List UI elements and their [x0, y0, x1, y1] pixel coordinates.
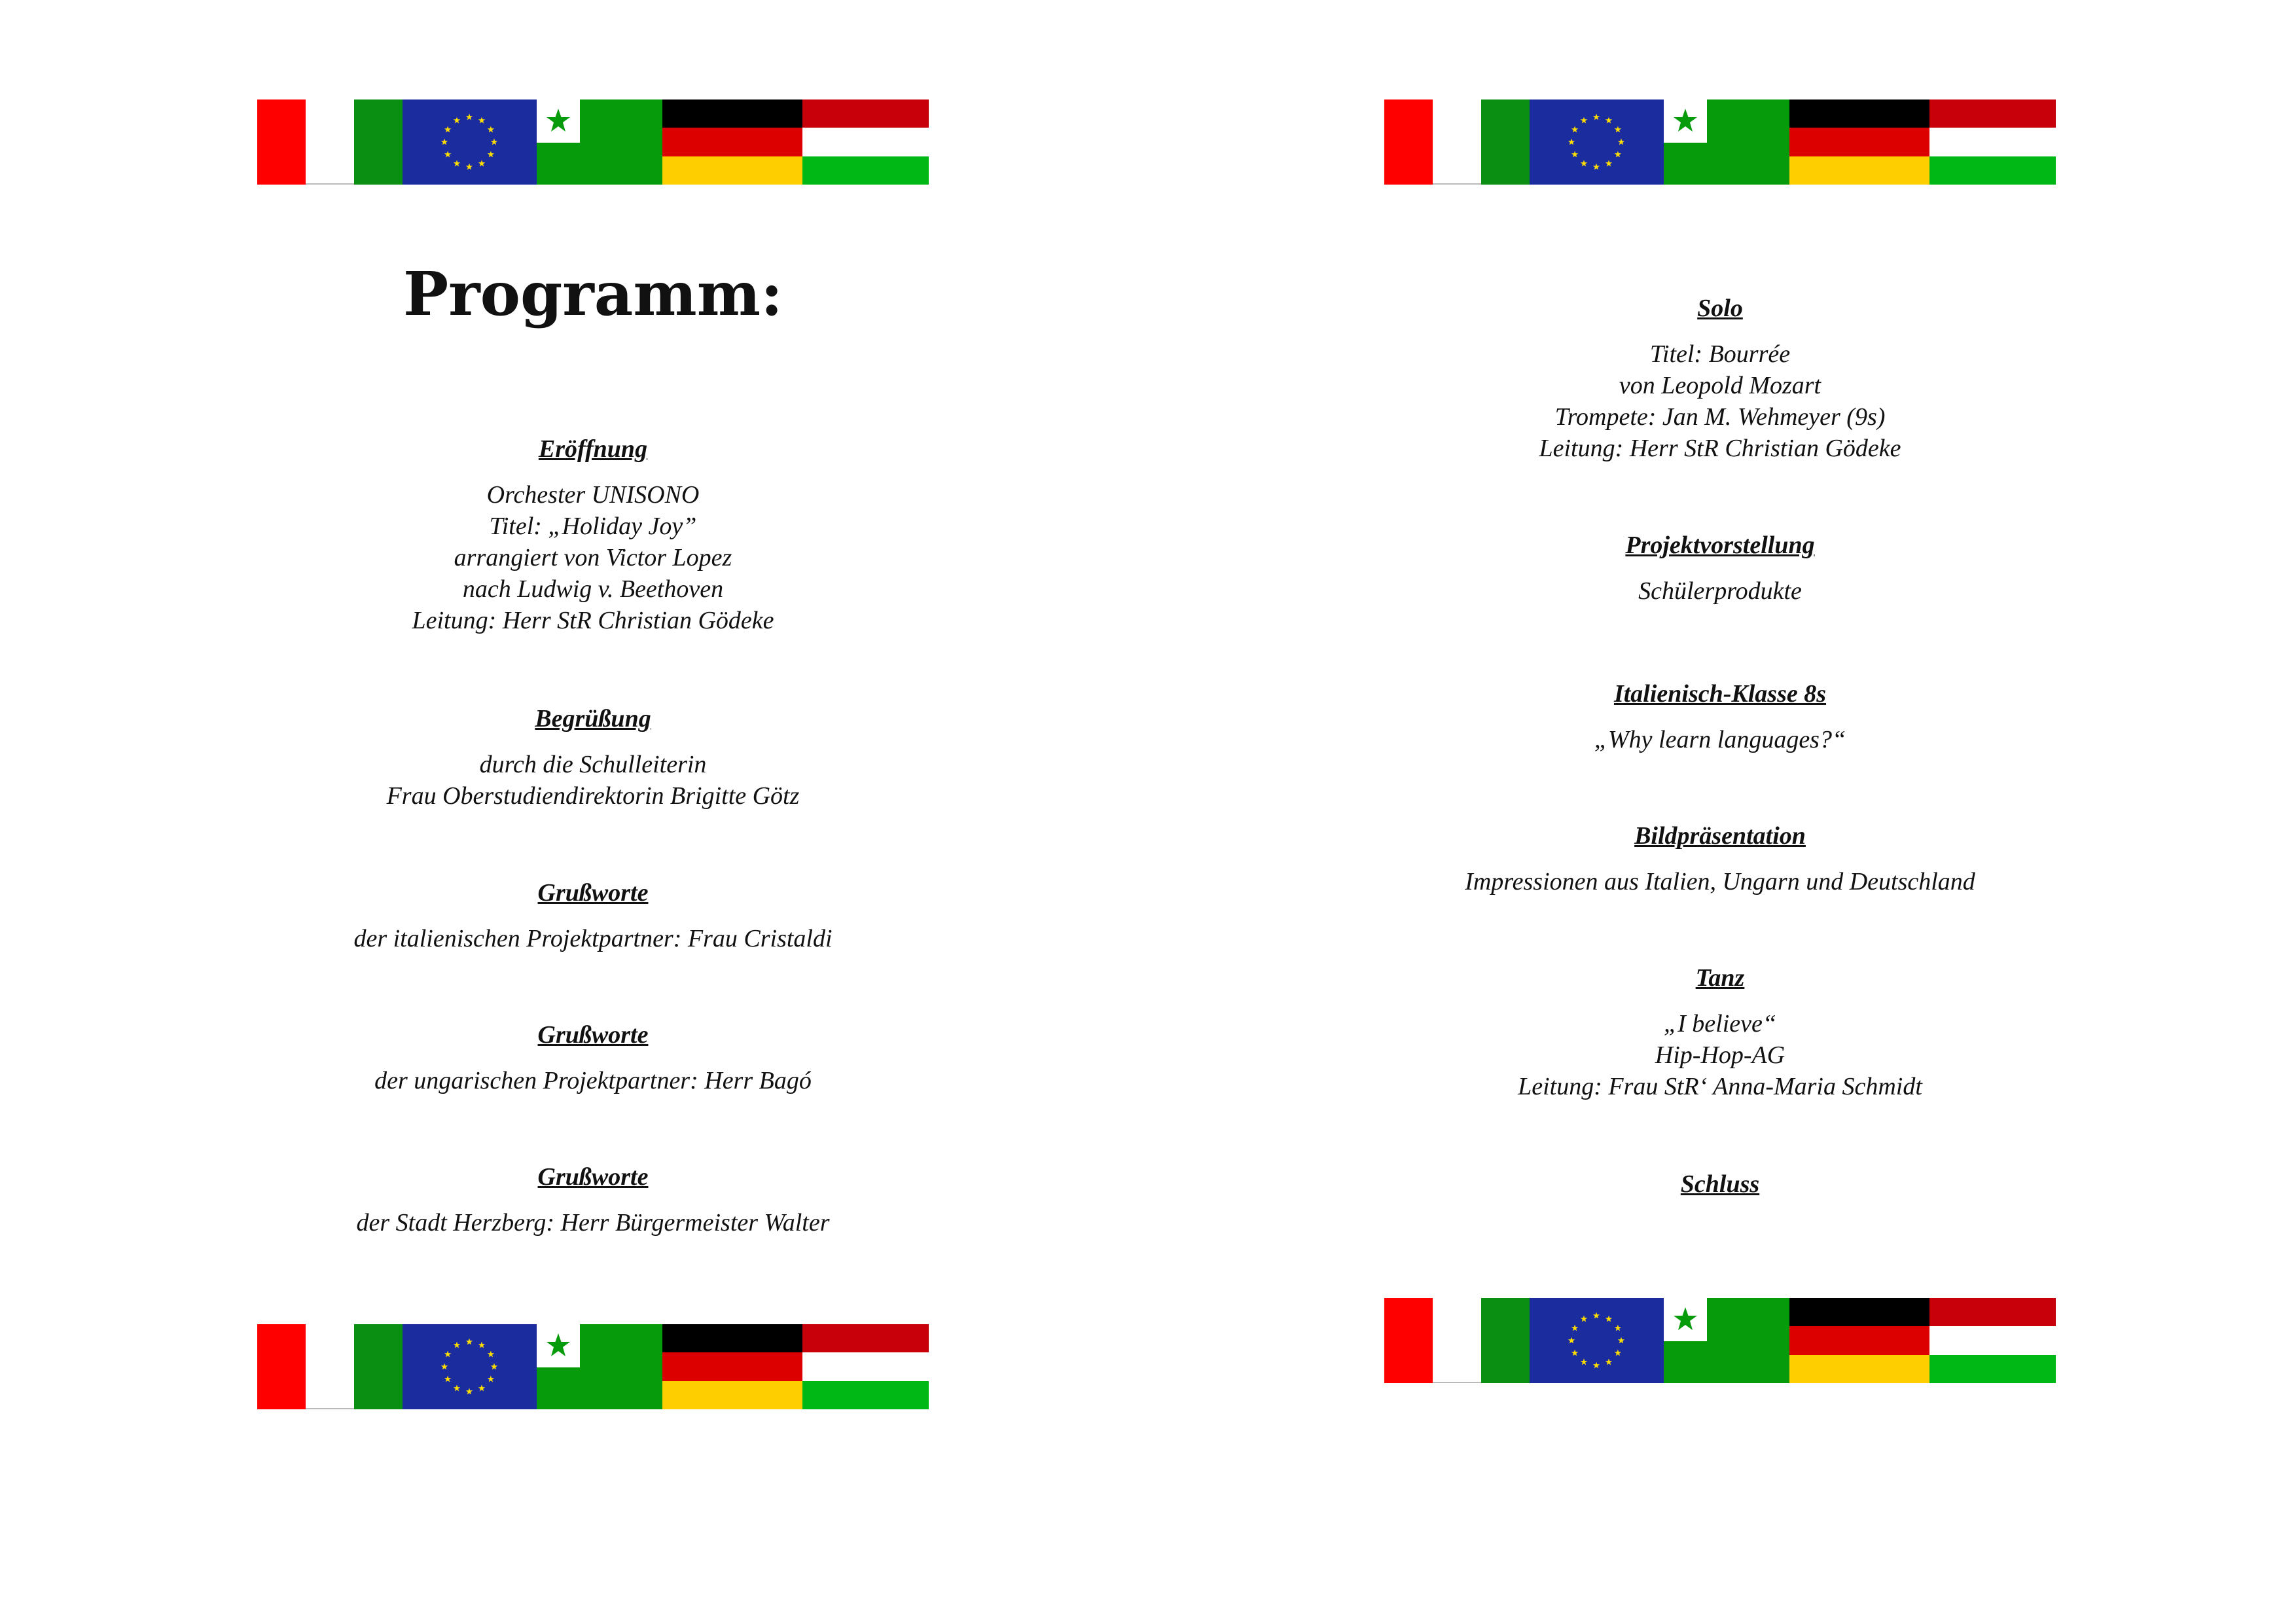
- eu-star-icon: [1615, 126, 1621, 133]
- italy-flag-green-band: [1481, 1298, 1530, 1383]
- eu-star-icon: [488, 1376, 494, 1382]
- eu-star-icon: [1571, 1350, 1578, 1356]
- program-item-bildpraesentation: [1384, 820, 2056, 897]
- germany-flag-icon: [1789, 1298, 1929, 1383]
- eu-star-icon: [488, 126, 494, 133]
- eu-star-icon: [478, 117, 485, 124]
- section-line: Orchester UNISONO: [486, 481, 700, 509]
- eu-star-icon: [1593, 164, 1600, 170]
- eu-star-icon: [1571, 126, 1578, 133]
- germany-flag-icon: [662, 1324, 802, 1409]
- esperanto-flag-icon: [537, 1324, 662, 1409]
- eu-star-icon: [466, 114, 473, 120]
- eu-star-icon: [444, 1376, 451, 1382]
- eu-star-icon: [1568, 139, 1575, 145]
- italy-flag-icon: [1384, 1298, 1481, 1383]
- program-item-grussworte-italien: [257, 877, 929, 954]
- eu-star-icon: [1571, 151, 1578, 158]
- eu-star-icon: [1581, 160, 1587, 166]
- eu-star-icon: [488, 1351, 494, 1358]
- hungary-flag-icon: [1929, 99, 2056, 185]
- flag-banner-top-left: [257, 99, 929, 185]
- section-line: der italienischen Projektpartner: Frau Cristaldi: [353, 925, 833, 952]
- eu-star-icon: [454, 1384, 460, 1391]
- section-line: Schülerprodukte: [1638, 577, 1802, 605]
- section-line: Leitung: Herr StR Christian Gödeke: [412, 607, 774, 634]
- section-heading: Schluss: [1680, 1170, 1760, 1198]
- germany-flag-icon: [662, 99, 802, 185]
- eu-star-icon: [1593, 114, 1600, 120]
- eu-star-icon: [1571, 1325, 1578, 1331]
- italy-flag-green-band: [1481, 99, 1530, 185]
- eu-star-icon: [454, 1342, 460, 1348]
- eu-star-icon: [1618, 1337, 1624, 1344]
- program-item-schluss: [1384, 1168, 2056, 1214]
- italy-flag-icon: [257, 99, 354, 185]
- section-line: der Stadt Herzberg: Herr Bürgermeister Walter: [356, 1209, 830, 1236]
- eu-star-icon: [1593, 1362, 1600, 1369]
- eu-star-icon: [1581, 1358, 1587, 1365]
- eu-star-icon: [488, 151, 494, 158]
- eu-star-icon: [1605, 160, 1612, 166]
- eu-star-icon: [1615, 1350, 1621, 1356]
- section-line: durch die Schulleiterin: [479, 751, 707, 778]
- section-line: Hip-Hop-AG: [1655, 1041, 1785, 1069]
- eu-star-icon: [466, 1339, 473, 1345]
- italy-flag-icon: [1384, 99, 1481, 185]
- program-item-tanz: [1384, 962, 2056, 1102]
- program-item-projektvorstellung: [1384, 530, 2056, 607]
- italy-flag-green-band: [354, 1324, 403, 1409]
- section-heading: Eröffnung: [538, 435, 648, 463]
- section-heading: Italienisch-Klasse 8s: [1613, 680, 1827, 708]
- flag-banner-bottom-left: [257, 1324, 929, 1409]
- program-item-solo: [1384, 293, 2056, 464]
- section-line: Titel: Bourrée: [1649, 340, 1791, 368]
- italy-flag-green-band: [354, 99, 403, 185]
- eu-star-icon: [1605, 1358, 1612, 1365]
- eu-star-icon: [444, 1351, 451, 1358]
- eu-star-icon: [491, 1363, 497, 1370]
- section-line: Frau Oberstudiendirektorin Brigitte Götz: [386, 782, 800, 810]
- eu-flag-icon: [1530, 99, 1664, 185]
- eu-star-icon: [478, 1384, 485, 1391]
- eu-star-icon: [441, 139, 448, 145]
- section-line: arrangiert von Victor Lopez: [454, 544, 732, 571]
- section-heading: Projektvorstellung: [1625, 532, 1815, 559]
- section-heading: Grußworte: [537, 879, 649, 907]
- section-line: „Why learn languages?“: [1594, 726, 1846, 753]
- eu-star-icon: [1615, 151, 1621, 158]
- eu-star-icon: [1568, 1337, 1575, 1344]
- eu-star-icon: [478, 1342, 485, 1348]
- section-line: „I believe“: [1663, 1010, 1776, 1038]
- eu-star-icon: [454, 160, 460, 166]
- section-line: Titel: „Holiday Joy”: [489, 513, 697, 540]
- program-item-begruessung: [257, 703, 929, 812]
- italy-flag-icon: [257, 1324, 354, 1409]
- eu-flag-icon: [403, 99, 537, 185]
- program-item-italienisch-klasse: [1384, 678, 2056, 755]
- eu-star-icon: [478, 160, 485, 166]
- flag-banner-bottom-right: [1384, 1298, 2056, 1383]
- section-line: Leitung: Herr StR Christian Gödeke: [1539, 435, 1901, 462]
- eu-star-icon: [466, 164, 473, 170]
- section-line: Leitung: Frau StR‘ Anna-Maria Schmidt: [1518, 1073, 1922, 1100]
- section-line: Impressionen aus Italien, Ungarn und Deutschland: [1465, 868, 1975, 895]
- eu-star-icon: [1581, 117, 1587, 124]
- section-heading: Bildpräsentation: [1634, 822, 1806, 850]
- eu-star-icon: [1581, 1316, 1587, 1322]
- eu-star-icon: [454, 117, 460, 124]
- eu-star-icon: [491, 139, 497, 145]
- eu-star-icon: [1605, 117, 1612, 124]
- page-title: Programm:: [403, 259, 783, 329]
- section-heading: Grußworte: [537, 1163, 649, 1191]
- flag-banner-top-right: [1384, 99, 2056, 185]
- hungary-flag-icon: [802, 99, 929, 185]
- section-line: Trompete: Jan M. Wehmeyer (9s): [1554, 403, 1886, 431]
- eu-star-icon: [1618, 139, 1624, 145]
- esperanto-flag-icon: [1664, 1298, 1789, 1383]
- eu-flag-icon: [403, 1324, 537, 1409]
- section-heading: Grußworte: [537, 1021, 649, 1049]
- program-item-grussworte-stadt: [257, 1161, 929, 1238]
- eu-star-icon: [1615, 1325, 1621, 1331]
- section-line: der ungarischen Projektpartner: Herr Bagó: [374, 1067, 812, 1094]
- eu-star-icon: [1605, 1316, 1612, 1322]
- hungary-flag-icon: [1929, 1298, 2056, 1383]
- hungary-flag-icon: [802, 1324, 929, 1409]
- germany-flag-icon: [1789, 99, 1929, 185]
- eu-star-icon: [466, 1388, 473, 1395]
- section-heading: Tanz: [1695, 964, 1745, 992]
- esperanto-flag-icon: [1664, 99, 1789, 185]
- esperanto-flag-icon: [537, 99, 662, 185]
- program-item-grussworte-ungarn: [257, 1019, 929, 1096]
- eu-flag-icon: [1530, 1298, 1664, 1383]
- section-line: nach Ludwig v. Beethoven: [462, 575, 724, 603]
- eu-star-icon: [444, 151, 451, 158]
- eu-star-icon: [1593, 1312, 1600, 1319]
- section-heading: Begrüßung: [535, 705, 651, 732]
- section-heading: Solo: [1697, 295, 1743, 322]
- program-item-eroeffnung: [257, 433, 929, 636]
- eu-star-icon: [444, 126, 451, 133]
- section-line: von Leopold Mozart: [1619, 372, 1821, 399]
- eu-star-icon: [441, 1363, 448, 1370]
